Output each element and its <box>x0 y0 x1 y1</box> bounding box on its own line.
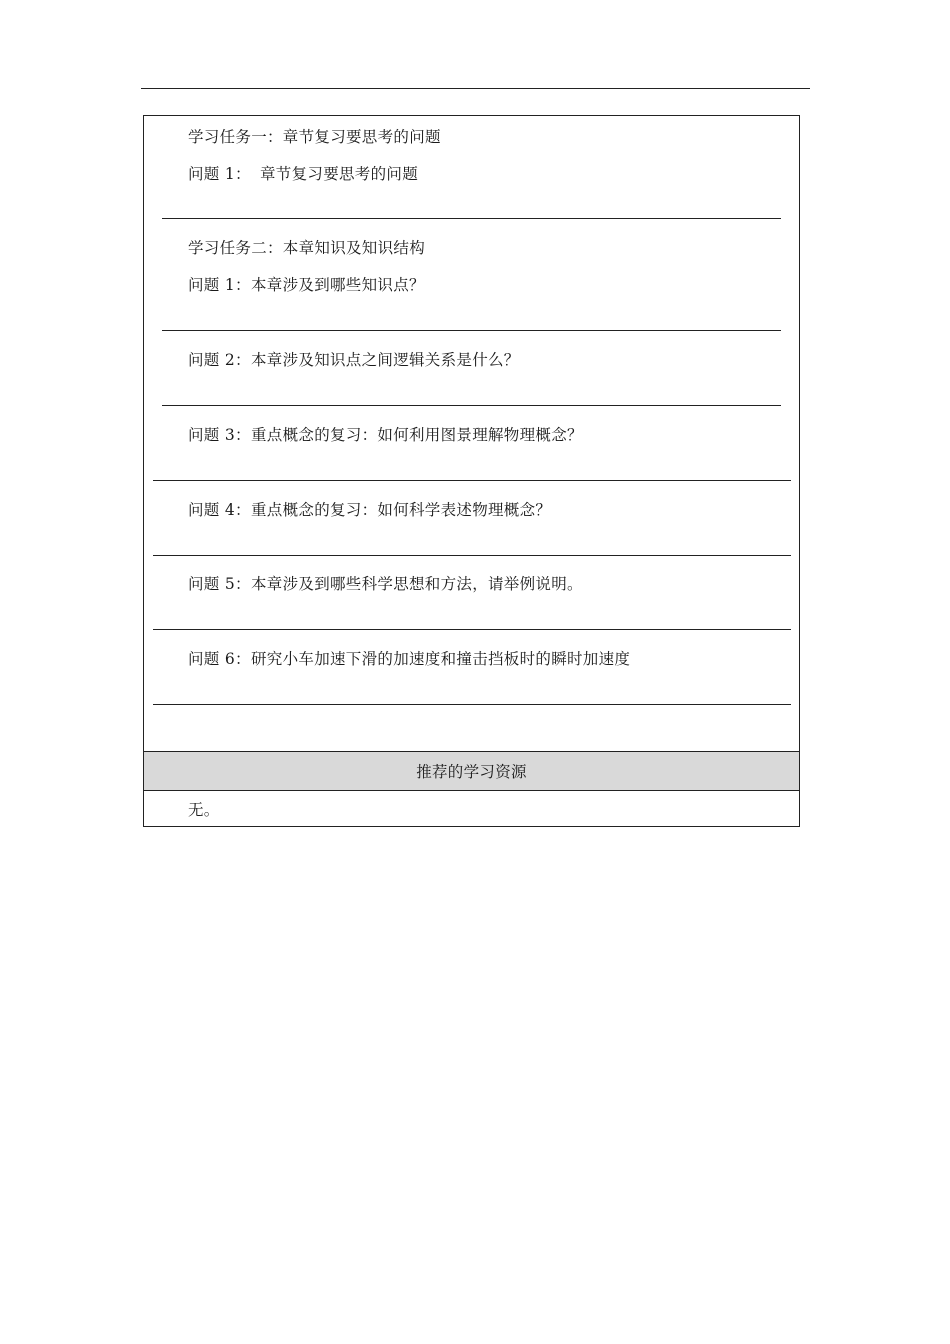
task-2-question-2-text: 本章涉及知识点之间逻辑关系是什么？ <box>251 351 520 369</box>
task-2-title: 学习任务二：本章知识及知识结构 <box>188 239 426 257</box>
task-2-question-1-label: 问题 1： <box>188 276 251 294</box>
study-task-table <box>143 115 800 827</box>
task-1-question-1-text: 章节复习要思考的问题 <box>260 165 419 183</box>
answer-line <box>153 555 791 556</box>
task-2-question-4-label: 问题 4： <box>188 501 251 519</box>
task-2-question-5-label: 问题 5： <box>188 575 251 593</box>
task-1-title: 学习任务一：章节复习要思考的问题 <box>188 128 441 146</box>
answer-line <box>162 330 781 331</box>
answer-line <box>153 704 791 705</box>
page-header-rule <box>141 88 810 89</box>
task-2-question-4-text: 重点概念的复习：如何科学表述物理概念？ <box>251 501 552 519</box>
task-2-question-6-text: 研究小车加速下滑的加速度和撞击挡板时的瞬时加速度 <box>251 650 631 668</box>
task-2-question-2-label: 问题 2： <box>188 351 251 369</box>
task-1-question-1-label: 问题 1： <box>188 165 251 183</box>
task-2-question-3-label: 问题 3： <box>188 426 251 444</box>
resources-header: 推荐的学习资源 <box>144 751 799 791</box>
task-2-question-1-text: 本章涉及到哪些知识点？ <box>251 276 425 294</box>
task-2-question-6-label: 问题 6： <box>188 650 251 668</box>
task-2-question-3-text: 重点概念的复习：如何利用图景理解物理概念？ <box>251 426 583 444</box>
answer-line <box>153 629 791 630</box>
answer-line <box>153 480 791 481</box>
answer-line <box>162 405 781 406</box>
task-2-question-5-text: 本章涉及到哪些科学思想和方法，请举例说明。 <box>251 575 583 593</box>
answer-line <box>162 218 781 219</box>
resources-content: 无。 <box>188 801 220 819</box>
